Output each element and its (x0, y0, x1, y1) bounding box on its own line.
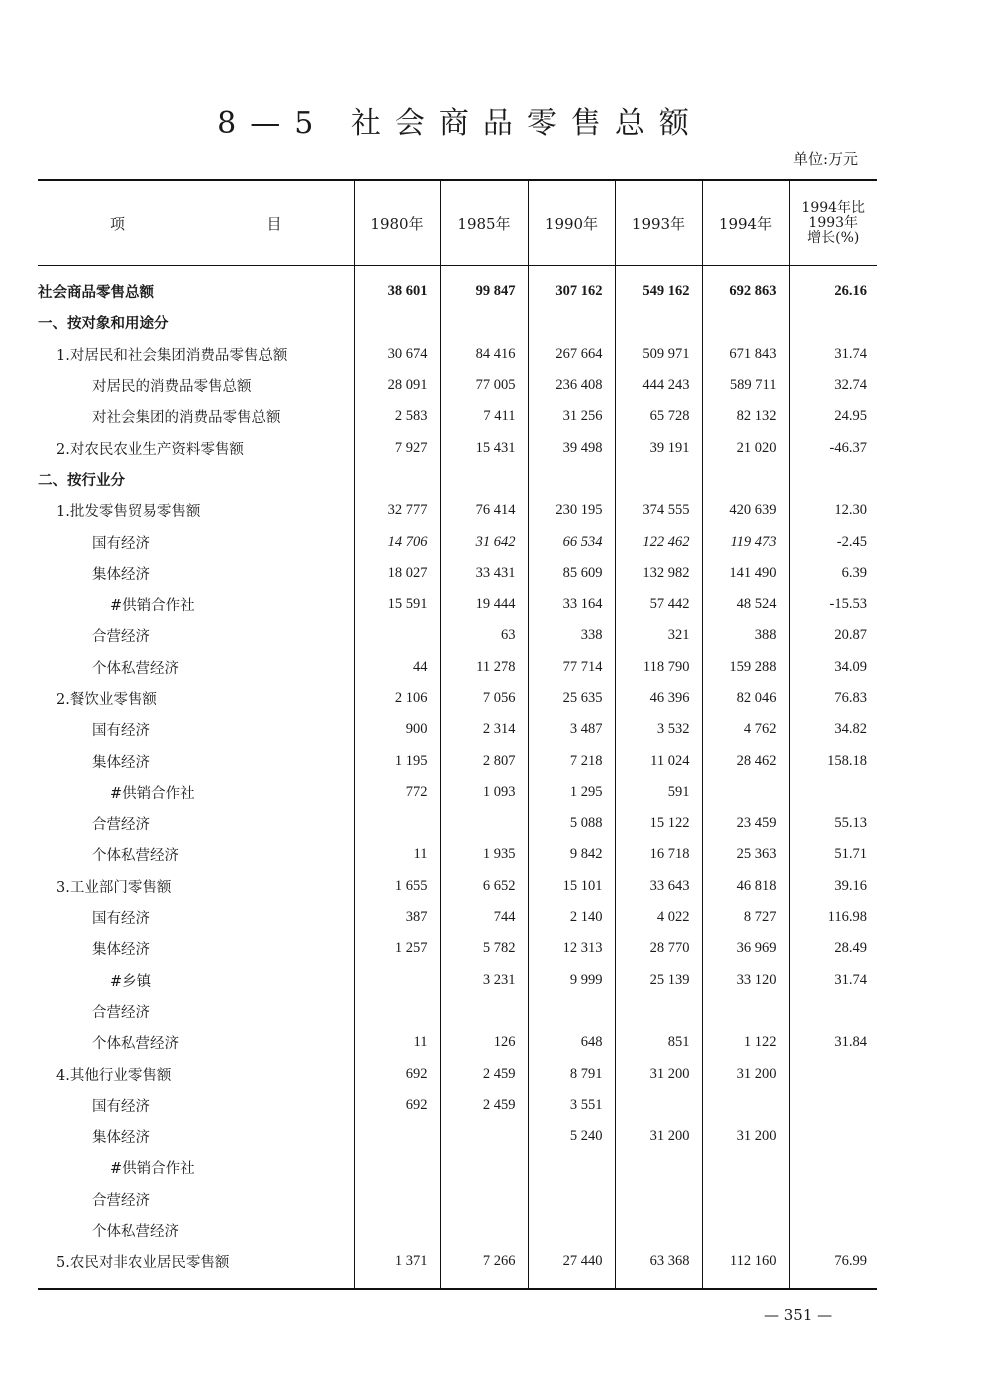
cell-value (440, 996, 528, 1027)
row-label: 个体私营经济 (92, 848, 179, 865)
cell-growth: 158.18 (789, 745, 877, 776)
cell-value (440, 1152, 528, 1183)
cell-value: 82 046 (702, 683, 789, 714)
cell-value: 33 643 (615, 871, 702, 902)
row-label: 5.农民对非农业居民零售额 (38, 1246, 354, 1288)
cell-value: 236 408 (528, 370, 615, 401)
cell-growth (789, 777, 877, 808)
cell-value: 1 295 (528, 777, 615, 808)
cell-value: 772 (354, 777, 440, 808)
cell-value (354, 1184, 440, 1215)
cell-growth: -2.45 (789, 526, 877, 557)
cell-value: 126 (440, 1027, 528, 1058)
cell-value: 648 (528, 1027, 615, 1058)
cell-value (702, 777, 789, 808)
table-row (38, 871, 877, 902)
table-row (38, 1184, 877, 1215)
table-row (38, 495, 877, 526)
cell-value (615, 1152, 702, 1183)
cell-growth: 34.09 (789, 652, 877, 683)
header-growth-line1: 1994年比 (801, 199, 866, 216)
cell-growth: 116.98 (789, 902, 877, 933)
cell-value: 63 368 (615, 1246, 702, 1288)
cell-value: 66 534 (528, 526, 615, 557)
cell-value: 444 243 (615, 370, 702, 401)
cell-value: 2 314 (440, 714, 528, 745)
cell-value: 1 257 (354, 933, 440, 964)
row-label: 国有经济 (92, 911, 150, 928)
row-label: 4.其他行业零售额 (56, 1067, 172, 1084)
table-row (38, 1246, 877, 1288)
cell-value: 18 027 (354, 558, 440, 589)
cell-value: 82 132 (702, 401, 789, 432)
table-body (38, 266, 877, 1289)
cell-value (528, 464, 615, 495)
row-label: 合营经济 (92, 1192, 150, 1209)
cell-value: 744 (440, 902, 528, 933)
cell-value (702, 307, 789, 338)
cell-value: 851 (615, 1027, 702, 1058)
row-label: 国有经济 (92, 535, 150, 552)
table-row (38, 266, 877, 308)
table-row (38, 1152, 877, 1183)
row-label: 国有经济 (92, 723, 150, 740)
cell-growth: 31.74 (789, 965, 877, 996)
cell-value: 118 790 (615, 652, 702, 683)
header-item (38, 180, 354, 266)
cell-value: 2 459 (440, 1058, 528, 1089)
cell-value (354, 1152, 440, 1183)
cell-value: 692 863 (702, 266, 789, 308)
cell-value: 99 847 (440, 266, 528, 308)
cell-value: 4 022 (615, 902, 702, 933)
cell-value: 1 122 (702, 1027, 789, 1058)
cell-value: 11 024 (615, 745, 702, 776)
cell-growth (789, 1152, 877, 1183)
cell-value: 671 843 (702, 339, 789, 370)
table-row (38, 777, 877, 808)
page-number: — 351 — (764, 1306, 833, 1324)
row-label: #供销合作社 (110, 1161, 195, 1178)
row-label: 2.对农民农业生产资料零售额 (56, 441, 244, 458)
cell-value: 28 091 (354, 370, 440, 401)
cell-value: 65 728 (615, 401, 702, 432)
cell-value: 692 (354, 1058, 440, 1089)
cell-value: 5 240 (528, 1121, 615, 1152)
cell-growth: 26.16 (789, 266, 877, 308)
cell-value: 2 106 (354, 683, 440, 714)
cell-value: 119 473 (702, 526, 789, 557)
cell-value (702, 1215, 789, 1246)
cell-value: 31 200 (615, 1121, 702, 1152)
cell-value: 900 (354, 714, 440, 745)
cell-growth: 76.99 (789, 1246, 877, 1288)
header-growth-line2: 1993年 (808, 214, 859, 231)
cell-value (354, 1121, 440, 1152)
row-label: 2.餐饮业零售额 (56, 692, 157, 708)
cell-value: 420 639 (702, 495, 789, 526)
row-label: 集体经济 (92, 942, 150, 959)
row-label: 集体经济 (92, 566, 150, 583)
row-label: 社会商品零售总额 (38, 284, 154, 302)
cell-value (615, 307, 702, 338)
cell-value: 7 927 (354, 432, 440, 463)
cell-value: 31 200 (615, 1058, 702, 1089)
cell-value (440, 307, 528, 338)
cell-value: 39 498 (528, 432, 615, 463)
header-year-1993: 1993年 (615, 180, 702, 266)
table-row (38, 401, 877, 432)
cell-value: 15 431 (440, 432, 528, 463)
cell-value: 28 462 (702, 745, 789, 776)
row-label: 个体私营经济 (92, 660, 179, 677)
cell-value: 48 524 (702, 589, 789, 620)
cell-value: 23 459 (702, 808, 789, 839)
row-label: 合营经济 (92, 1004, 150, 1021)
cell-value (702, 1090, 789, 1121)
cell-value (354, 808, 440, 839)
cell-value: 1 655 (354, 871, 440, 902)
header-growth-line3: 增长(%) (807, 229, 860, 246)
cell-value: 15 591 (354, 589, 440, 620)
table-row (38, 745, 877, 776)
cell-value (702, 464, 789, 495)
cell-value: 589 711 (702, 370, 789, 401)
cell-value: 77 714 (528, 652, 615, 683)
cell-value: 85 609 (528, 558, 615, 589)
cell-value (615, 1090, 702, 1121)
cell-growth: 20.87 (789, 620, 877, 651)
cell-value: 9 999 (528, 965, 615, 996)
cell-value: 12 313 (528, 933, 615, 964)
cell-value: 38 601 (354, 266, 440, 308)
unit-label: 单位:万元 (792, 150, 858, 168)
table-row (38, 714, 877, 745)
cell-growth: 6.39 (789, 558, 877, 589)
cell-value (440, 1184, 528, 1215)
cell-value: 25 635 (528, 683, 615, 714)
cell-value: 8 791 (528, 1058, 615, 1089)
cell-value (615, 1215, 702, 1246)
cell-value (702, 1152, 789, 1183)
cell-value: 33 164 (528, 589, 615, 620)
table-row (38, 558, 877, 589)
row-label: 合营经济 (92, 817, 150, 834)
cell-value: 2 459 (440, 1090, 528, 1121)
cell-growth: -46.37 (789, 432, 877, 463)
table-row (38, 965, 877, 996)
table-row (38, 526, 877, 557)
cell-value: 77 005 (440, 370, 528, 401)
cell-value (354, 620, 440, 651)
cell-value: 9 842 (528, 839, 615, 870)
cell-value (615, 996, 702, 1027)
cell-value: 692 (354, 1090, 440, 1121)
cell-value: 5 088 (528, 808, 615, 839)
cell-value (354, 307, 440, 338)
table-row (38, 1121, 877, 1152)
cell-growth (789, 1090, 877, 1121)
cell-value (702, 1184, 789, 1215)
table-row (38, 808, 877, 839)
cell-value (702, 996, 789, 1027)
cell-value: 132 982 (615, 558, 702, 589)
cell-value: 7 056 (440, 683, 528, 714)
cell-value (528, 1152, 615, 1183)
cell-value: 549 162 (615, 266, 702, 308)
cell-growth (789, 464, 877, 495)
header-item-left: 项 (110, 214, 128, 233)
row-label: #供销合作社 (110, 598, 195, 615)
cell-value: 8 727 (702, 902, 789, 933)
cell-value: 7 411 (440, 401, 528, 432)
cell-growth: 34.82 (789, 714, 877, 745)
header-year-1994: 1994年 (702, 180, 789, 266)
retail-sales-table (38, 179, 877, 1290)
cell-value: 159 288 (702, 652, 789, 683)
cell-value: 374 555 (615, 495, 702, 526)
cell-value: 27 440 (528, 1246, 615, 1288)
cell-value: 46 818 (702, 871, 789, 902)
cell-growth: 31.74 (789, 339, 877, 370)
cell-growth: 28.49 (789, 933, 877, 964)
cell-value: 84 416 (440, 339, 528, 370)
cell-value (440, 464, 528, 495)
cell-value: 4 762 (702, 714, 789, 745)
cell-value (615, 1184, 702, 1215)
header-year-1980: 1980年 (354, 180, 440, 266)
table-row (38, 464, 877, 495)
table-row (38, 839, 877, 870)
cell-value: 63 (440, 620, 528, 651)
header-growth (789, 180, 877, 266)
cell-value: 6 652 (440, 871, 528, 902)
cell-value: 591 (615, 777, 702, 808)
table-row (38, 620, 877, 651)
cell-value (440, 1215, 528, 1246)
cell-value: 112 160 (702, 1246, 789, 1288)
cell-growth (789, 307, 877, 338)
header-year-1990: 1990年 (528, 180, 615, 266)
cell-value: 33 120 (702, 965, 789, 996)
cell-value: 1 195 (354, 745, 440, 776)
cell-growth (789, 1121, 877, 1152)
cell-value (528, 307, 615, 338)
cell-value: 321 (615, 620, 702, 651)
cell-value: 25 139 (615, 965, 702, 996)
row-label: 个体私营经济 (92, 1224, 179, 1241)
cell-value: 3 487 (528, 714, 615, 745)
cell-value: 36 969 (702, 933, 789, 964)
cell-value (354, 464, 440, 495)
row-label: #供销合作社 (110, 785, 195, 802)
row-label: 个体私营经济 (92, 1036, 179, 1053)
cell-value: 21 020 (702, 432, 789, 463)
table-row (38, 1027, 877, 1058)
cell-value (440, 808, 528, 839)
row-label: 国有经济 (92, 1098, 150, 1115)
cell-value: 7 266 (440, 1246, 528, 1288)
cell-growth: 31.84 (789, 1027, 877, 1058)
cell-value: 46 396 (615, 683, 702, 714)
table-header-row (38, 180, 877, 266)
row-label: 对居民的消费品零售总额 (92, 379, 252, 396)
row-label: 集体经济 (92, 1130, 150, 1147)
cell-value: 15 101 (528, 871, 615, 902)
cell-value: 5 782 (440, 933, 528, 964)
cell-value: 31 200 (702, 1121, 789, 1152)
cell-value: 14 706 (354, 526, 440, 557)
cell-value: 76 414 (440, 495, 528, 526)
cell-value: 11 (354, 839, 440, 870)
cell-value: 3 231 (440, 965, 528, 996)
cell-value: 11 (354, 1027, 440, 1058)
cell-value (354, 996, 440, 1027)
table-row (38, 652, 877, 683)
cell-value: 2 140 (528, 902, 615, 933)
table-row (38, 933, 877, 964)
cell-value (528, 996, 615, 1027)
cell-value: 19 444 (440, 589, 528, 620)
cell-value: 1 093 (440, 777, 528, 808)
cell-value: 141 490 (702, 558, 789, 589)
row-label: 一、按对象和用途分 (38, 315, 169, 333)
header-year-1985: 1985年 (440, 180, 528, 266)
cell-value: 122 462 (615, 526, 702, 557)
table-row (38, 370, 877, 401)
cell-growth (789, 996, 877, 1027)
cell-value: 30 674 (354, 339, 440, 370)
cell-value: 338 (528, 620, 615, 651)
cell-value: 33 431 (440, 558, 528, 589)
cell-value: 28 770 (615, 933, 702, 964)
table-row (38, 683, 877, 714)
cell-growth: 24.95 (789, 401, 877, 432)
table-row (38, 589, 877, 620)
cell-growth: 12.30 (789, 495, 877, 526)
cell-value: 31 200 (702, 1058, 789, 1089)
cell-value: 3 532 (615, 714, 702, 745)
cell-growth: -15.53 (789, 589, 877, 620)
cell-value: 39 191 (615, 432, 702, 463)
table-row (38, 307, 877, 338)
row-label: 1.批发零售贸易零售额 (56, 504, 201, 521)
table-row (38, 1058, 877, 1089)
cell-value (615, 464, 702, 495)
cell-value: 267 664 (528, 339, 615, 370)
table-row (38, 1090, 877, 1121)
cell-value (528, 1215, 615, 1246)
row-label: 合营经济 (92, 629, 150, 646)
cell-growth (789, 1184, 877, 1215)
row-label: 二、按行业分 (38, 471, 125, 489)
table-row (38, 432, 877, 463)
table-row (38, 902, 877, 933)
cell-value: 25 363 (702, 839, 789, 870)
cell-value: 387 (354, 902, 440, 933)
cell-value: 1 371 (354, 1246, 440, 1288)
cell-growth (789, 1215, 877, 1246)
header-item-right: 目 (266, 214, 284, 233)
cell-value: 16 718 (615, 839, 702, 870)
cell-value: 2 583 (354, 401, 440, 432)
cell-growth: 55.13 (789, 808, 877, 839)
row-label: #乡镇 (110, 973, 152, 990)
cell-growth: 39.16 (789, 871, 877, 902)
cell-value: 3 551 (528, 1090, 615, 1121)
cell-value: 1 935 (440, 839, 528, 870)
cell-value (354, 1215, 440, 1246)
row-label: 对社会集团的消费品零售总额 (92, 410, 281, 427)
page-title: 8—5 社会商品零售总额 (217, 106, 703, 141)
row-label: 集体经济 (92, 754, 150, 771)
row-label: 1.对居民和社会集团消费品零售总额 (56, 347, 288, 364)
cell-value: 31 256 (528, 401, 615, 432)
cell-value: 32 777 (354, 495, 440, 526)
cell-value: 57 442 (615, 589, 702, 620)
cell-value: 15 122 (615, 808, 702, 839)
cell-value: 2 807 (440, 745, 528, 776)
cell-growth: 76.83 (789, 683, 877, 714)
table-row (38, 1215, 877, 1246)
cell-value (354, 965, 440, 996)
cell-growth: 32.74 (789, 370, 877, 401)
cell-value: 509 971 (615, 339, 702, 370)
cell-value: 44 (354, 652, 440, 683)
cell-value (440, 1121, 528, 1152)
cell-value: 230 195 (528, 495, 615, 526)
table-row (38, 339, 877, 370)
cell-value: 11 278 (440, 652, 528, 683)
cell-growth: 51.71 (789, 839, 877, 870)
cell-value (528, 1184, 615, 1215)
row-label: 3.工业部门零售额 (56, 879, 172, 896)
cell-value: 307 162 (528, 266, 615, 308)
cell-growth (789, 1058, 877, 1089)
cell-value: 31 642 (440, 526, 528, 557)
table-row (38, 996, 877, 1027)
cell-value: 388 (702, 620, 789, 651)
cell-value: 7 218 (528, 745, 615, 776)
